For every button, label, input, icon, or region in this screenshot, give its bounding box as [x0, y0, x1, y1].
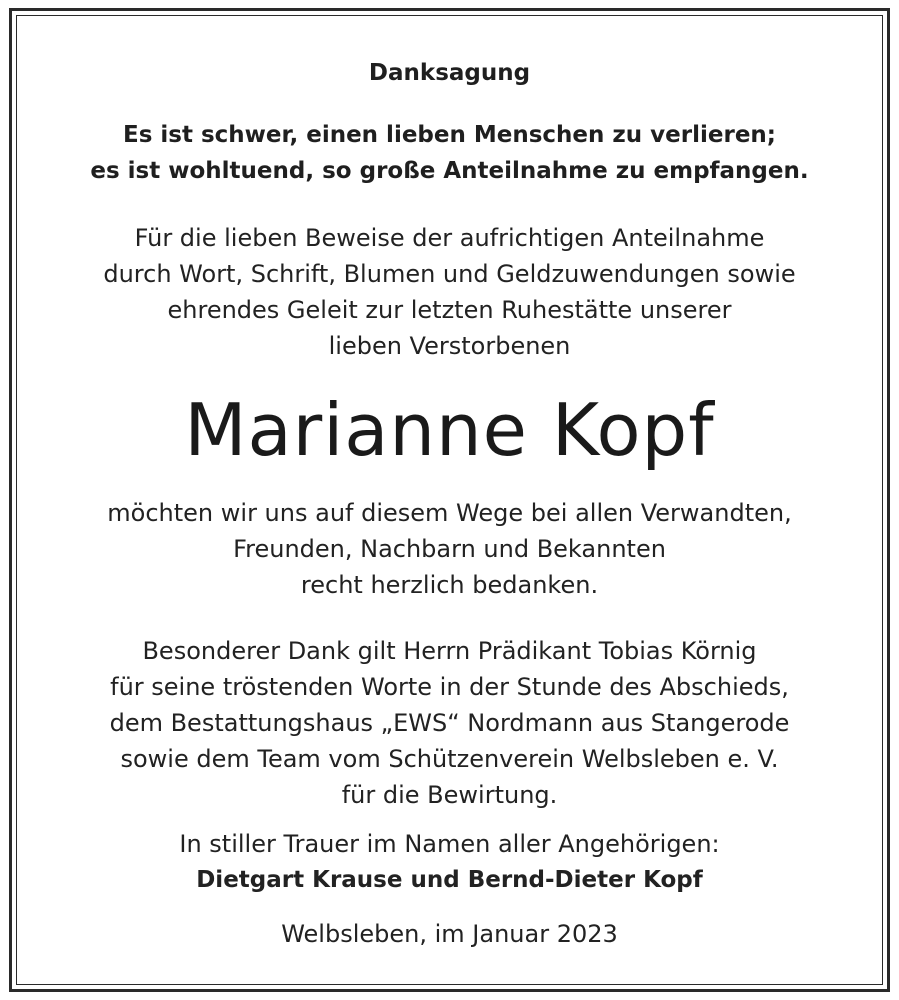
place-date: Welbsleben, im Januar 2023: [281, 920, 618, 948]
deceased-name: Marianne Kopf: [184, 388, 715, 472]
motto-line: es ist wohltuend, so große Anteilnahme zu empfangen.: [90, 158, 809, 184]
thanks-line: Freunden, Nachbarn und Bekannten: [233, 535, 666, 563]
special-thanks-line: für seine tröstenden Worte in der Stunde des Abschieds,: [110, 673, 789, 701]
intro-paragraph: [16, 220, 883, 364]
intro-line: ehrendes Geleit zur letzten Ruhestätte unserer: [167, 296, 732, 324]
thanks-paragraph: [16, 495, 883, 603]
signature-block: [16, 826, 883, 898]
notice-heading: Danksagung: [368, 60, 531, 86]
thanks-line: möchten wir uns auf diesem Wege bei allen Verwandten,: [107, 499, 792, 527]
intro-line: durch Wort, Schrift, Blumen und Geldzuwendungen sowie: [103, 260, 796, 288]
special-thanks-line: dem Bestattungshaus „EWS“ Nordmann aus Stangerode: [109, 709, 790, 737]
motto-line: Es ist schwer, einen lieben Menschen zu verlieren;: [122, 122, 776, 148]
signers: Dietgart Krause und Bernd-Dieter Kopf: [196, 867, 703, 893]
intro-line: lieben Verstorbenen: [328, 332, 571, 360]
mourning-line: In stiller Trauer im Namen aller Angehörigen:: [179, 830, 720, 858]
intro-line: Für die lieben Beweise der aufrichtigen Anteilnahme: [134, 224, 765, 252]
special-thanks-line: Besonderer Dank gilt Herrn Prädikant Tobias Körnig: [142, 637, 757, 665]
motto: [16, 117, 883, 189]
special-thanks-paragraph: [16, 633, 883, 813]
special-thanks-line: sowie dem Team vom Schützenverein Welbsleben e. V.: [120, 745, 779, 773]
thanks-line: recht herzlich bedanken.: [300, 571, 599, 599]
special-thanks-line: für die Bewirtung.: [341, 781, 558, 809]
